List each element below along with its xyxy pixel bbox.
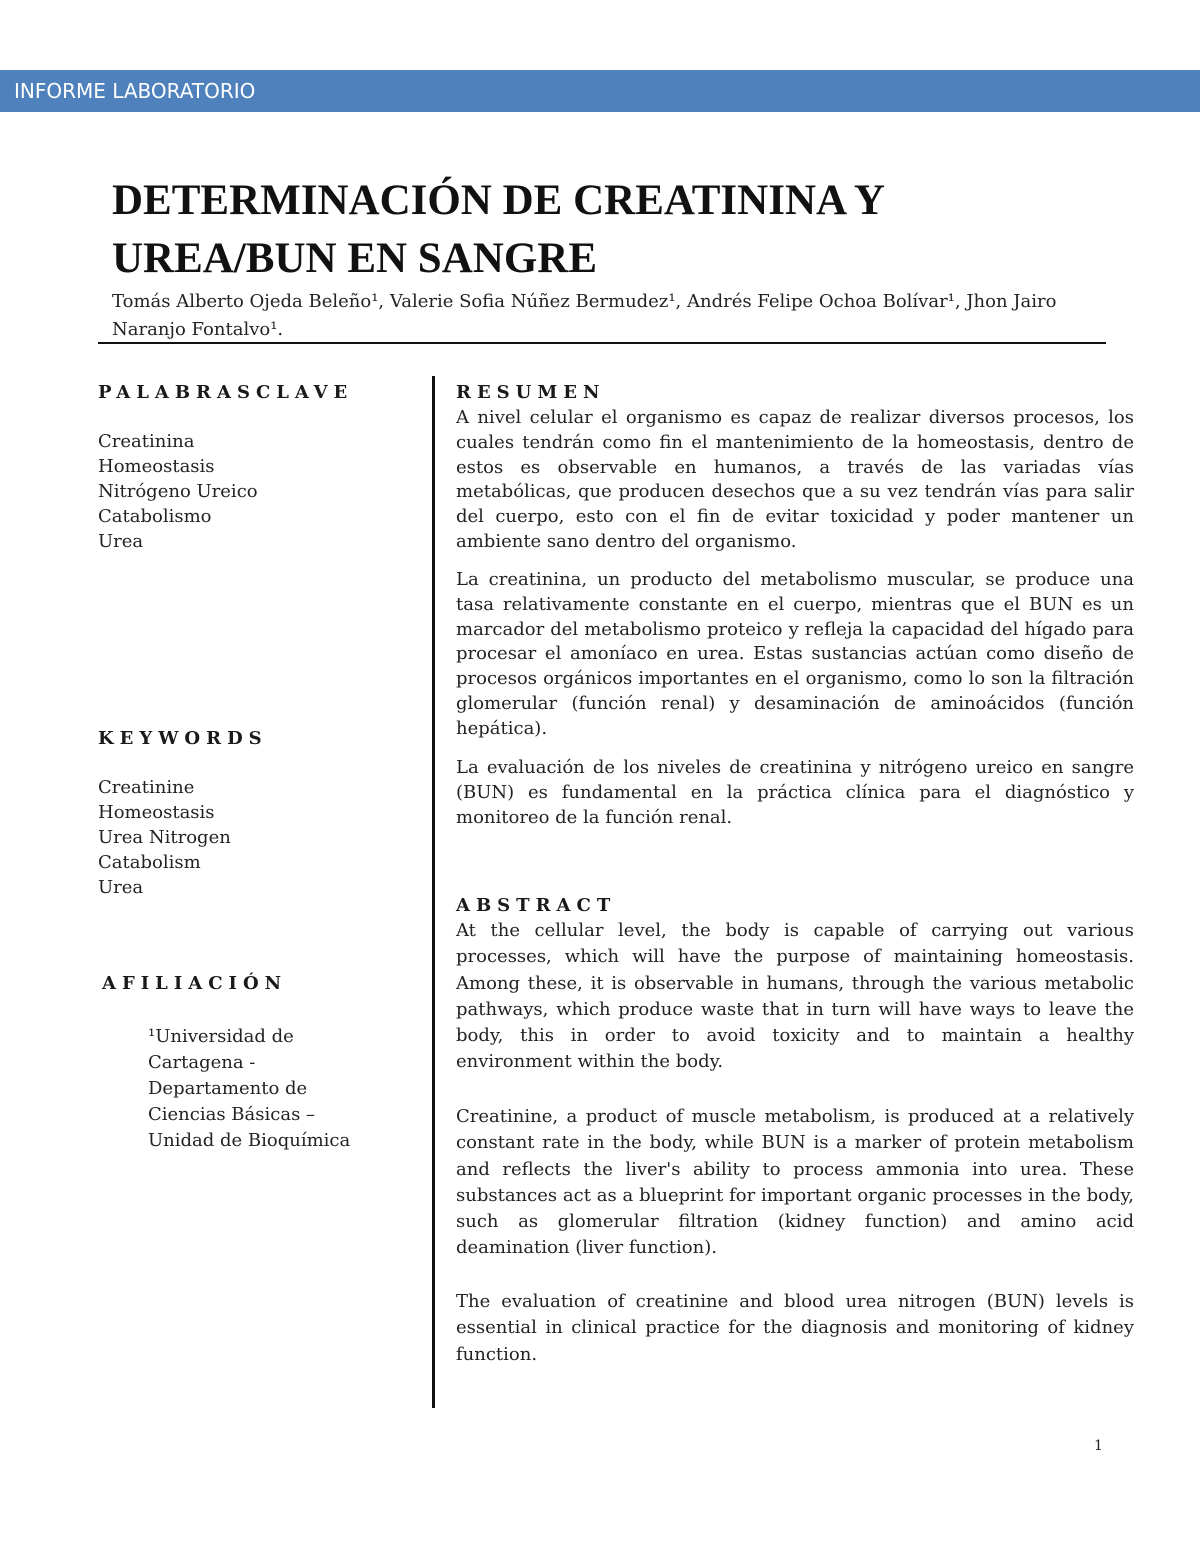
afiliacion-line: Ciencias Básicas – xyxy=(148,1104,316,1125)
keywords-heading: KEYWORDS xyxy=(98,728,268,749)
keyword-item: Creatinina xyxy=(98,431,195,452)
page-number: 1 xyxy=(1094,1438,1103,1454)
afiliacion-text xyxy=(148,1024,388,1154)
keyword-item: Nitrógeno Ureico xyxy=(98,481,258,502)
column-divider xyxy=(432,376,435,1408)
keyword-item: Urea xyxy=(98,531,144,552)
keyword-item: Urea Nitrogen xyxy=(98,827,231,848)
header-divider xyxy=(98,342,1106,344)
afiliacion-heading: AFILIACIÓN xyxy=(102,973,288,994)
afiliacion-line: Departamento de xyxy=(148,1078,308,1099)
keyword-item: Creatinine xyxy=(98,777,195,798)
afiliacion-line: ¹Universidad de xyxy=(148,1026,294,1047)
document-title xyxy=(112,172,1112,288)
keyword-item: Homeostasis xyxy=(98,456,215,477)
title-line-1: DETERMINACIÓN DE CREATININA Y xyxy=(112,177,885,224)
palabras-clave-heading: PALABRASCLAVE xyxy=(98,382,354,403)
authors-line-1: Tomás Alberto Ojeda Beleño¹, Valerie Sofia Núñez Bermudez¹, Andrés Felipe Ochoa Bolívar¹, Jhon Jairo xyxy=(112,291,1057,312)
authors-line-2: Naranjo Fontalvo¹. xyxy=(112,319,284,340)
keywords-list xyxy=(98,775,231,900)
afiliacion-line: Cartagena - xyxy=(148,1052,256,1073)
afiliacion-line: Unidad de Bioquímica xyxy=(148,1130,351,1151)
document-header-bar xyxy=(0,70,1200,112)
keyword-item: Catabolism xyxy=(98,852,201,873)
abstract-paragraph: The evaluation of creatinine and blood urea nitrogen (BUN) levels is essential in clinical practice for the diagnosis and monitoring of kidney function. xyxy=(456,1291,1134,1365)
keyword-item: Homeostasis xyxy=(98,802,215,823)
keyword-item: Urea xyxy=(98,877,144,898)
resumen-paragraph: La evaluación de los niveles de creatinina y nitrógeno ureico en sangre (BUN) es fundamental en la práctica clínica para el diagnóstico y monitoreo de la función renal. xyxy=(456,757,1134,828)
palabras-clave-list xyxy=(98,429,258,554)
abstract-heading: ABSTRACT xyxy=(456,895,617,916)
title-line-2: UREA/BUN EN SANGRE xyxy=(112,235,598,282)
abstract-paragraph: At the cellular level, the body is capable of carrying out various processes, which will have the purpose of maintaining homeostasis. Among these, it is observable in humans, through the various metabolic pathways, which produce waste that in turn will have ways to leave the body, this in order to avoid toxicity and to maintain a healthy environment within the body. xyxy=(456,920,1134,1073)
authors xyxy=(112,288,1112,344)
resumen-heading: RESUMEN xyxy=(456,382,606,403)
resumen-paragraph: La creatinina, un producto del metabolismo muscular, se produce una tasa relativamente constante en el cuerpo, mientras que el BUN es un marcador del metabolismo proteico y refleja la capacidad del hígado para procesar el amoníaco en urea. Estas sustancias actúan como diseño de procesos orgánicos importantes en el organismo, como lo son la filtración glomerular (función renal) y desaminación de aminoácidos (función hepática). xyxy=(456,569,1134,739)
header-label: INFORME LABORATORIO xyxy=(14,79,256,103)
keyword-item: Catabolismo xyxy=(98,506,212,527)
resumen-paragraph: A nivel celular el organismo es capaz de realizar diversos procesos, los cuales tendrán como fin el mantenimiento de la homeostasis, dentro de estos es observable en humanos, a través de las variadas vías metabólicas, que producen desechos que a su vez tendrán vías para salir del cuerpo, esto con el fin de evitar toxicidad y poder mantener un ambiente sano dentro del organismo. xyxy=(456,407,1134,552)
abstract-paragraph: Creatinine, a product of muscle metabolism, is produced at a relatively constant rate in the body, while BUN is a marker of protein metabolism and reflects the liver's ability to process ammonia into urea. These substances act as a blueprint for important organic processes in the body, such as glomerular filtration (kidney function) and amino acid deamination (liver function). xyxy=(456,1106,1134,1259)
